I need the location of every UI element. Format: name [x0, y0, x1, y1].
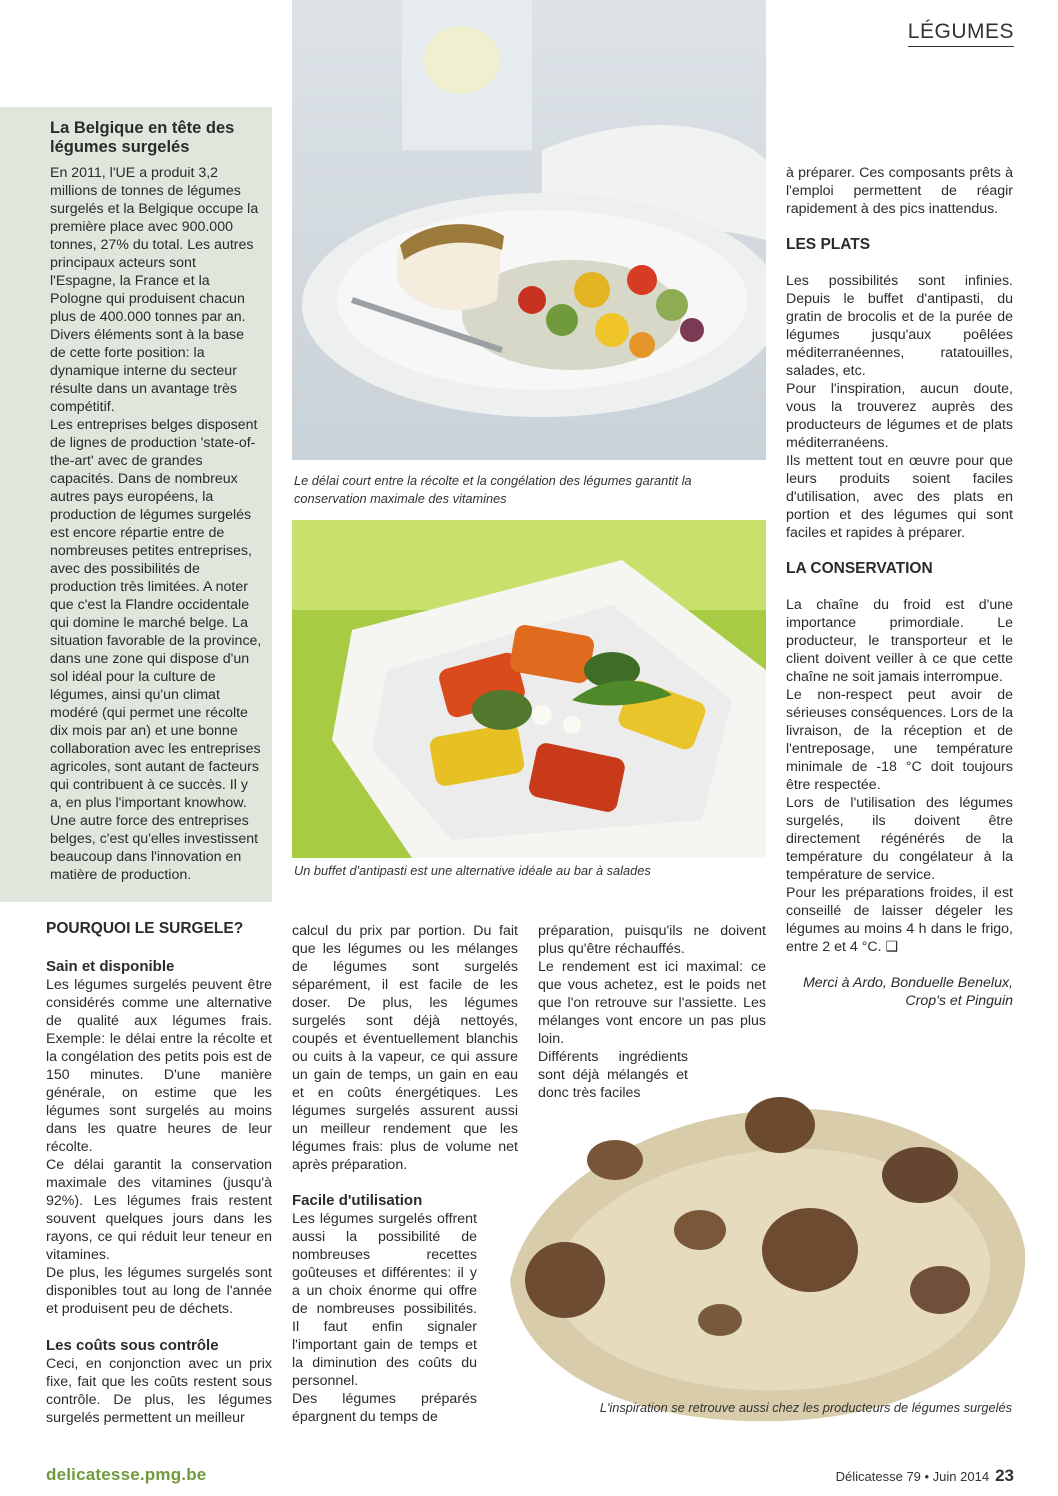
- sidebar-box: [0, 107, 272, 902]
- body-paragraph: Pour l'inspiration, aucun doute, vous la trouverez auprès des producteurs de légumes et de plats méditerranéens.: [786, 381, 1013, 451]
- body-paragraph: De plus, les légumes surgelés sont disponibles tout au long de l'année et produisent peu de déchets.: [46, 1265, 272, 1317]
- body-paragraph: calcul du prix par portion. Du fait que les légumes ou les mélanges de légumes sont surgelés séparément, il est facile de les doser. De plus, les légumes surgelés sont déjà nettoyés, coupés et éventuellement blanchis ou cuits à la vapeur, ce qui assure un gain de temps, un gain en eau et en coûts énergétiques. Les légumes surgelés assurent aussi un meilleur rendement que les légumes frais: plus de volume net après préparation.: [292, 923, 518, 1173]
- issue-info: [836, 1466, 1014, 1486]
- photo-caption: Le délai court entre la récolte et la congélation des légumes garantit la conservation maximale des vitamines: [294, 473, 692, 506]
- body-paragraph: La chaîne du froid est d'une importance primordiale. Le producteur, le transporteur et le client doivent veiller à ce que cette chaîne ne soit jamais interrompue.: [786, 597, 1013, 685]
- body-paragraph: Ce délai garantit la conservation maximale des vitamines (jusqu'à 92%). Les légumes frais restent souvent quelques jours dans les rayons, ce qui réduit leur teneur en vitamines.: [46, 1157, 272, 1263]
- body-paragraph: Les légumes surgelés peuvent être considérés comme une alternative de qualité aux légumes frais. Exemple: le délai entre la récolte et la congélation des petits pois est de 150 minutes. D'une manière générale, on estime que les légumes sont surgelés au moins dans les quatre heures de leur récolte.: [46, 977, 272, 1155]
- photo-fish-plate: [292, 0, 766, 460]
- sidebar-title: La Belgique en tête des légumes surgelés: [50, 119, 235, 156]
- photo-antipasti-bowl: [292, 520, 766, 858]
- sidebar-paragraph: En 2011, l'UE a produit 3,2 millions de tonnes de légumes surgelés et la Belgique occupe la première place avec 900.000 tonnes, 27% du total. Les autres principaux acteurs sont l'Espagne, la France et la Pologne qui produisent chacun plus de 400.000 tonnes par an. Divers éléments sont à la base de cette forte position: la dynamique interne du secteur résulte dans un avantage très compétitif.: [50, 165, 259, 415]
- body-paragraph: à préparer. Ces composants prêts à l'emploi permettent de réagir rapidement à des pics inattendus.: [786, 165, 1013, 217]
- section-heading: LA CONSERVATION: [786, 560, 933, 577]
- page-number: 23: [995, 1466, 1014, 1485]
- subheading: Facile d'utilisation: [292, 1192, 423, 1209]
- photo-risotto: [470, 1080, 1030, 1440]
- body-paragraph: préparation, puisqu'ils ne doivent plus qu'être réchauffés.: [538, 923, 766, 957]
- sidebar-paragraph: Les entreprises belges disposent de lignes de production 'state-of-the-art' avec de grandes capacités. Dans de nombreux autres pays européens, la production de légumes surgelés est encore répartie entre de nombreuses petites entreprises, avec des possibilités de production très limitées. A noter que c'est la Flandre occidentale qui domine le marché belge. La situation favorable de la province, dans une zone qui dispose d'un sol idéal pour la culture de légumes, ainsi qu'un climat modéré (qui permet une récolte dix mois par an) et une bonne collaboration avec les entreprises agricoles, sont autant de facteurs qui contribuent à ce succès. Il y a, en plus l'important knowhow. Une autre force des entreprises belges, c'est qu'elles investissent beaucoup dans l'innovation en matière de production.: [50, 417, 262, 883]
- issue-label: Délicatesse 79 • Juin 2014: [835, 1469, 990, 1484]
- section-tag: LÉGUMES: [908, 20, 1014, 47]
- photo-caption: Un buffet d'antipasti est une alternative idéale au bar à salades: [294, 863, 651, 878]
- body-paragraph: Ceci, en conjonction avec un prix fixe, fait que les coûts restent sous contrôle. De plus, les légumes surgelés permettent un meilleur: [46, 1356, 272, 1426]
- subheading: Les coûts sous contrôle: [46, 1337, 219, 1354]
- body-paragraph: Les possibilités sont infinies. Depuis le buffet d'antipasti, du gratin de brocolis et de la purée de légumes jusqu'aux poêlées méditerranéennes, ratatouilles, salades, etc.: [786, 273, 1013, 379]
- body-paragraph: Différents ingrédients sont déjà mélangés et donc très faciles: [538, 1049, 688, 1101]
- body-paragraph: Des légumes préparés épargnent du temps de: [292, 1391, 477, 1425]
- body-paragraph: Pour les préparations froides, il est conseillé de laisser dégeler les légumes au moins 4 h dans le frigo, entre 2 et 4 °C. ❑: [786, 885, 1013, 955]
- section-heading: POURQUOI LE SURGELE?: [46, 920, 244, 937]
- subheading: Sain et disponible: [46, 958, 175, 975]
- section-heading: LES PLATS: [786, 236, 871, 253]
- column-3: [538, 922, 766, 1102]
- body-paragraph: Ils mettent tout en œuvre pour que leurs produits soient faciles d'utilisation, avec des plats en portion et des légumes qui sont faciles et rapides à préparer.: [786, 453, 1013, 541]
- photo-caption: L'inspiration se retrouve aussi chez les producteurs de légumes surgelés: [599, 1400, 1012, 1415]
- column-4: [786, 164, 1013, 1010]
- body-paragraph: Le rendement est ici maximal: ce que vous achetez, est le poids net que l'on retrouve sur l'assiette. Les mélanges vont encore un pas plus loin.: [538, 959, 766, 1047]
- body-paragraph: Les légumes surgelés offrent aussi la possibilité de nombreuses recettes goûteuses et différentes: il y a un choix énorme qui offre de nombreuses possibilités. Il faut enfin signaler l'important gain de temps et la diminution des coûts du personnel.: [292, 1211, 477, 1389]
- body-paragraph: Le non-respect peut avoir de sérieuses conséquences. Lors de la livraison, de la réception et de l'entreposage, une température minimale de -18 °C doit toujours être respectée.: [786, 687, 1013, 793]
- website-link[interactable]: delicatesse.pmg.be: [46, 1465, 207, 1484]
- body-paragraph: Lors de l'utilisation des légumes surgelés, ils doivent être directement régénérés de la température du congélateur à la température de service.: [786, 795, 1013, 883]
- sidebar-body: [50, 164, 262, 884]
- thanks-note: Merci à Ardo, Bonduelle Benelux, Crop's et Pinguin: [802, 975, 1013, 1009]
- column-1: [46, 920, 272, 1427]
